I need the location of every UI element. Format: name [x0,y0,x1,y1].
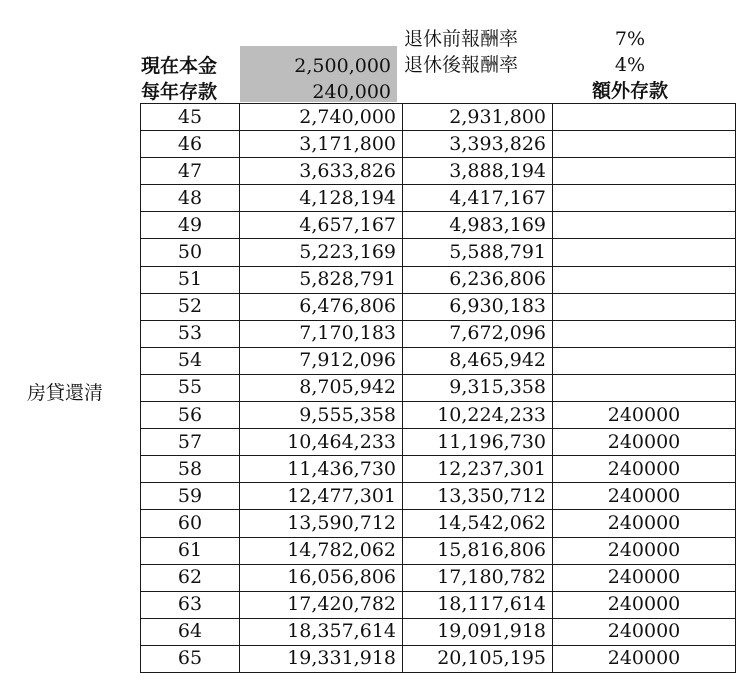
end-balance-cell[interactable]: 4,417,167 [403,185,553,212]
age-cell[interactable]: 49 [141,212,240,239]
start-balance-cell[interactable]: 5,828,791 [240,266,403,293]
table-row [141,131,736,158]
end-balance-cell[interactable]: 4,983,169 [403,212,553,239]
extra-deposit-cell[interactable] [553,347,736,374]
age-cell[interactable]: 53 [141,320,240,347]
end-balance-cell[interactable]: 3,393,826 [403,131,553,158]
end-balance-cell[interactable]: 9,315,358 [403,374,553,401]
table-row [141,618,736,645]
annual-deposit-value[interactable]: 240,000 [312,81,391,103]
start-balance-cell[interactable]: 3,633,826 [240,158,403,185]
start-balance-cell[interactable]: 9,555,358 [240,402,403,429]
end-balance-cell[interactable]: 12,237,301 [403,456,553,483]
age-cell[interactable]: 55 [141,374,240,401]
start-balance-cell[interactable]: 8,705,942 [240,374,403,401]
age-cell[interactable]: 59 [141,483,240,510]
mortgage-paid-off-note: 房貸還清 [27,382,104,404]
age-cell[interactable]: 47 [141,158,240,185]
start-balance-cell[interactable]: 13,590,712 [240,510,403,537]
age-cell[interactable]: 65 [141,645,240,672]
age-cell[interactable]: 52 [141,293,240,320]
post-retirement-rate-label: 退休後報酬率 [404,54,519,76]
extra-deposit-cell[interactable]: 240000 [553,564,736,591]
age-cell[interactable]: 64 [141,618,240,645]
start-balance-cell[interactable]: 7,170,183 [240,320,403,347]
extra-deposit-cell[interactable]: 240000 [553,402,736,429]
end-balance-cell[interactable]: 6,236,806 [403,266,553,293]
age-cell[interactable]: 60 [141,510,240,537]
end-balance-cell[interactable]: 7,672,096 [403,320,553,347]
start-balance-cell[interactable]: 17,420,782 [240,591,403,618]
table-row [141,537,736,564]
extra-deposit-cell[interactable] [553,374,736,401]
extra-deposit-header: 額外存款 [591,80,668,102]
extra-deposit-cell[interactable]: 240000 [553,429,736,456]
table-row [141,510,736,537]
table-row [141,185,736,212]
extra-deposit-cell[interactable]: 240000 [553,537,736,564]
table-row [141,347,736,374]
pre-retirement-rate-value[interactable]: 7% [614,28,646,50]
table-row [141,429,736,456]
age-cell[interactable]: 48 [141,185,240,212]
start-balance-cell[interactable]: 3,171,800 [240,131,403,158]
table-row [141,564,736,591]
end-balance-cell[interactable]: 20,105,195 [403,645,553,672]
age-cell[interactable]: 58 [141,456,240,483]
extra-deposit-cell[interactable] [553,158,736,185]
extra-deposit-cell[interactable] [553,239,736,266]
table-row [141,212,736,239]
end-balance-cell[interactable]: 8,465,942 [403,347,553,374]
age-cell[interactable]: 63 [141,591,240,618]
end-balance-cell[interactable]: 2,931,800 [403,104,553,131]
end-balance-cell[interactable]: 17,180,782 [403,564,553,591]
start-balance-cell[interactable]: 11,436,730 [240,456,403,483]
extra-deposit-cell[interactable] [553,320,736,347]
end-balance-cell[interactable]: 5,588,791 [403,239,553,266]
extra-deposit-cell[interactable] [553,266,736,293]
table-row [141,239,736,266]
age-cell[interactable]: 46 [141,131,240,158]
table-row [141,374,736,401]
extra-deposit-cell[interactable]: 240000 [553,591,736,618]
extra-deposit-cell[interactable]: 240000 [553,456,736,483]
start-balance-cell[interactable]: 2,740,000 [240,104,403,131]
age-cell[interactable]: 62 [141,564,240,591]
post-retirement-rate-value[interactable]: 4% [614,54,646,76]
end-balance-cell[interactable]: 3,888,194 [403,158,553,185]
age-cell[interactable]: 51 [141,266,240,293]
age-cell[interactable]: 50 [141,239,240,266]
table-row [141,402,736,429]
start-balance-cell[interactable]: 18,357,614 [240,618,403,645]
table-row [141,456,736,483]
age-cell[interactable]: 57 [141,429,240,456]
age-cell[interactable]: 56 [141,402,240,429]
savings-projection-table [140,103,736,673]
age-cell[interactable]: 45 [141,104,240,131]
extra-deposit-cell[interactable] [553,131,736,158]
start-balance-cell[interactable]: 10,464,233 [240,429,403,456]
annual-deposit-label: 每年存款 [141,81,218,103]
start-balance-cell[interactable]: 6,476,806 [240,293,403,320]
table-row [141,104,736,131]
start-balance-cell[interactable]: 12,477,301 [240,483,403,510]
table-row [141,320,736,347]
table-row [141,591,736,618]
start-balance-cell[interactable]: 5,223,169 [240,239,403,266]
extra-deposit-cell[interactable] [553,185,736,212]
extra-deposit-cell[interactable]: 240000 [553,645,736,672]
age-cell[interactable]: 61 [141,537,240,564]
end-balance-cell[interactable]: 6,930,183 [403,293,553,320]
extra-deposit-cell[interactable] [553,104,736,131]
end-balance-cell[interactable]: 15,816,806 [403,537,553,564]
principal-value[interactable]: 2,500,000 [294,55,391,77]
extra-deposit-cell[interactable] [553,212,736,239]
table-row [141,645,736,672]
pre-retirement-rate-label: 退休前報酬率 [404,28,519,50]
end-balance-cell[interactable]: 13,350,712 [403,483,553,510]
extra-deposit-cell[interactable]: 240000 [553,483,736,510]
start-balance-cell[interactable]: 4,128,194 [240,185,403,212]
end-balance-cell[interactable]: 19,091,918 [403,618,553,645]
extra-deposit-cell[interactable] [553,293,736,320]
table-row [141,293,736,320]
age-cell[interactable]: 54 [141,347,240,374]
end-balance-cell[interactable]: 10,224,233 [403,402,553,429]
end-balance-cell[interactable]: 11,196,730 [403,429,553,456]
table-row [141,266,736,293]
table-row [141,158,736,185]
end-balance-cell[interactable]: 18,117,614 [403,591,553,618]
end-balance-cell[interactable]: 14,542,062 [403,510,553,537]
start-balance-cell[interactable]: 4,657,167 [240,212,403,239]
start-balance-cell[interactable]: 16,056,806 [240,564,403,591]
extra-deposit-cell[interactable]: 240000 [553,510,736,537]
start-balance-cell[interactable]: 19,331,918 [240,645,403,672]
table-row [141,483,736,510]
start-balance-cell[interactable]: 14,782,062 [240,537,403,564]
extra-deposit-cell[interactable]: 240000 [553,618,736,645]
start-balance-cell[interactable]: 7,912,096 [240,347,403,374]
principal-label: 現在本金 [141,55,218,77]
